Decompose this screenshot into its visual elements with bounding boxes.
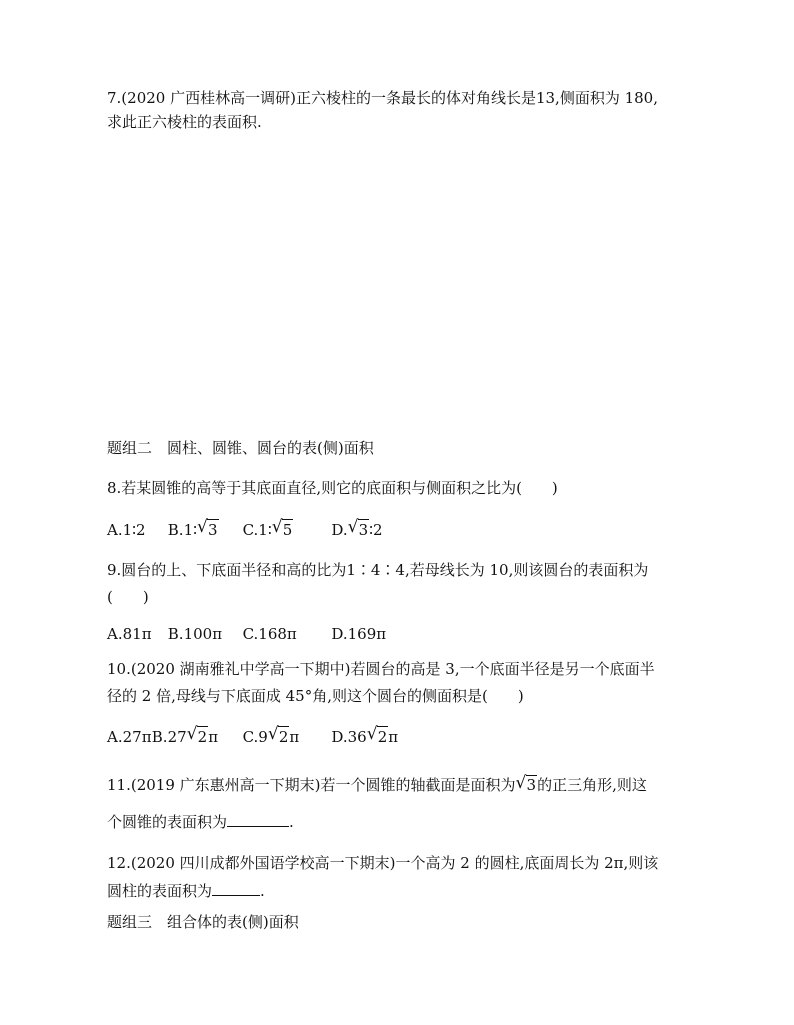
q8-option-b bbox=[168, 519, 238, 540]
q8-option-c bbox=[243, 519, 327, 540]
sqrt-symbol: √ 2 bbox=[186, 724, 208, 746]
q8-option-b-prefix: B.1∶ bbox=[167, 521, 198, 539]
q8-stem: 8.若某圆锥的高等于其底面直径,则它的底面积与侧面积之比为( ) bbox=[107, 479, 558, 497]
q10-line1: 10.(2020 湖南雅礼中学高一下期中)若圆台的高是 3,一个底面半径是另一个底面半 bbox=[107, 660, 655, 678]
q12-answer-blank[interactable] bbox=[212, 879, 260, 896]
q8-option-d-radicand: 3 bbox=[358, 521, 369, 539]
sqrt-symbol: √ 2 bbox=[267, 724, 289, 746]
sqrt-symbol: √ 2 bbox=[366, 724, 388, 746]
q9-option-d: D.169π bbox=[331, 625, 387, 643]
q7-line2: 求此正六棱柱的表面积. bbox=[107, 113, 262, 131]
q10-option-c-radicand: 2 bbox=[278, 728, 289, 746]
q10-option-c-suffix: π bbox=[289, 728, 300, 746]
q11-radicand: 3 bbox=[526, 776, 537, 794]
q10-option-d-prefix: D.36 bbox=[331, 728, 367, 746]
q11-line2-suffix: . bbox=[289, 813, 294, 831]
sqrt-symbol: √ 3 bbox=[197, 517, 218, 539]
q8-option-d-suffix: ∶2 bbox=[369, 521, 383, 539]
q10-option-b-radicand: 2 bbox=[197, 728, 208, 746]
q9-option-c: C.168π bbox=[242, 625, 297, 643]
group3-title: 题组三 组合体的表(侧)面积 bbox=[107, 913, 299, 931]
q12-line2 bbox=[107, 879, 265, 901]
q8-option-c-prefix: C.1∶ bbox=[242, 521, 272, 539]
q8-option-c-radicand: 5 bbox=[282, 521, 293, 539]
q11-line2-prefix: 个圆锥的表面积为 bbox=[107, 813, 228, 831]
q8-option-d bbox=[331, 519, 382, 540]
q11-answer-blank[interactable] bbox=[227, 810, 289, 827]
q10-option-a: A.27π bbox=[107, 728, 152, 746]
q12-line1: 12.(2020 四川成都外国语学校高一下期末)一个高为 2 的圆柱,底面周长为 2π,则该 bbox=[107, 854, 659, 872]
q9-line1: 9.圆台的上、下底面半径和高的比为1∶4∶4,若母线长为 10,则该圆台的表面积为 bbox=[107, 561, 649, 579]
q10-option-d-radicand: 2 bbox=[377, 728, 388, 746]
q12-line2-prefix: 圆柱的表面积为 bbox=[107, 882, 213, 900]
q8-option-b-radicand: 3 bbox=[208, 521, 218, 539]
q10-option-c bbox=[243, 726, 327, 747]
q12-line2-suffix: . bbox=[260, 882, 265, 900]
sqrt-symbol: √ 3 bbox=[515, 773, 537, 794]
q9-line2: ( ) bbox=[107, 588, 149, 606]
q10-option-b-prefix: B.27 bbox=[151, 728, 187, 746]
q9-option-b: B.100π bbox=[167, 625, 223, 643]
group2-title: 题组二 圆柱、圆锥、圆台的表(侧)面积 bbox=[107, 439, 374, 457]
sqrt-symbol: √ 3 bbox=[347, 517, 369, 539]
q10-options bbox=[107, 726, 398, 747]
q10-option-d bbox=[331, 726, 398, 747]
q9-options bbox=[107, 624, 386, 644]
q11-line1 bbox=[107, 775, 647, 795]
q8-option-d-prefix: D. bbox=[331, 521, 348, 539]
q10-option-d-suffix: π bbox=[388, 728, 399, 746]
q8-options bbox=[107, 519, 383, 540]
q10-option-b-suffix: π bbox=[208, 728, 219, 746]
q11-line2 bbox=[107, 810, 294, 832]
q11-line1-prefix: 11.(2019 广东惠州高一下期末)若一个圆锥的轴截面是面积为 bbox=[107, 776, 516, 794]
q9-option-a: A.81π bbox=[107, 625, 152, 643]
q11-line1-suffix: 的正三角形,则这 bbox=[537, 776, 647, 794]
q7-line1: 7.(2020 广西桂林高一调研)正六棱柱的一条最长的体对角线长是13,侧面积为 180, bbox=[107, 89, 658, 107]
q10-option-c-prefix: C.9 bbox=[242, 728, 268, 746]
q8-option-a: A.1∶2 bbox=[107, 521, 146, 539]
q10-option-b bbox=[152, 726, 238, 747]
q10-line2: 径的 2 倍,母线与下底面成 45°角,则这个圆台的侧面积是( ) bbox=[107, 687, 524, 705]
sqrt-symbol: √ 5 bbox=[271, 517, 293, 539]
